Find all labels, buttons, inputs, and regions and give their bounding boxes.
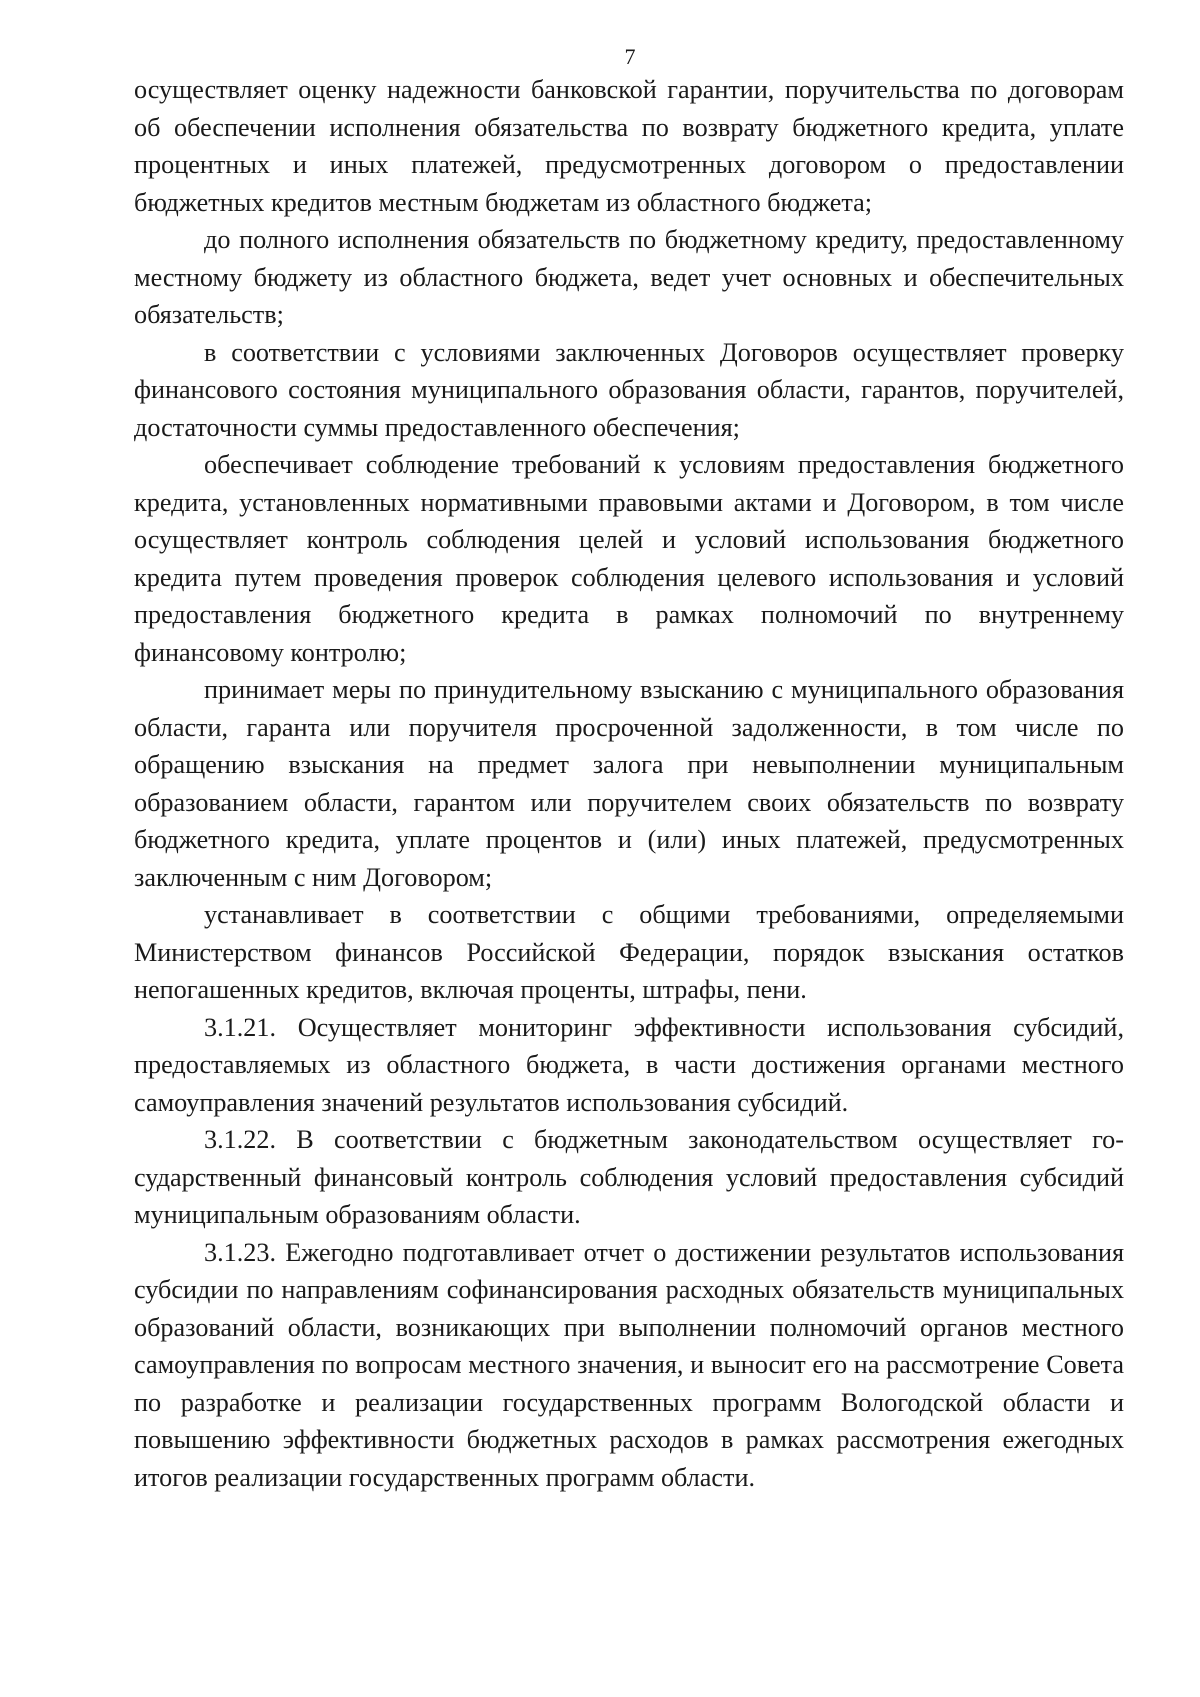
paragraph-obligations-accounting: до полного исполнения обязательств по бюджетному кредиту, предоставленному местному бюджету из областного бюджета, ведет учет основных и обеспечительных обязательств; (134, 225, 1124, 329)
document-body (134, 71, 1124, 1496)
paragraph-financial-state-check: в соответствии с условиями заключенных Договоров осуществляет проверку финансового состояния муниципального образования области, гарантов, поручителей, достаточности суммы предоставленного обеспечения; (134, 337, 1124, 442)
paragraph-debt-recovery-measures: принимает меры по принудительному взысканию с муниципального образования области, гаранта или поручителя просроченной задолженности, в том числе по обращению взыскания на предмет залога при невыполнении муниципальным образованием области, гарантом или поручителем своих обязательств по возврату бюджетного кредита, уплате процентов и (или) иных платежей, предусмотренных заключенным с ним Договором; (134, 675, 1124, 892)
paragraph-bank-guarantee-assessment: осуществляет оценку надежности банковской гарантии, поручительства по договорам об обеспечении исполнения обязательства по возврату бюджетного кредита, уплате процентных и иных платежей, предусмотренных договором о предоставлении бюджетных кредитов местным бюджетам из областного бюджета; (134, 75, 1124, 217)
paragraph-clause-3-1-21: 3.1.21. Осуществляет мониторинг эффективности использования субсидий, предоставляемых из областного бюджета, в части достижения органами местного самоуправления значений результатов использования субсидий. (134, 1012, 1124, 1117)
paragraph-credit-conditions-compliance: обеспечивает соблюдение требований к условиям предоставления бюджетного кредита, установленных нормативными правовыми актами и Договором, в том числе осуществляет контроль соблюдения целей и условий использования бюджетного кредита путем проведения проверок соблюдения целевого использования и условий предоставления бюджетного кредита в рамках полномочий по внутреннему финансовому контролю; (134, 450, 1124, 667)
paragraph-recovery-procedure: устанавливает в соответствии с общими требованиями, определяемыми Министерством финансов Российской Федерации, порядок взыскания остатков непогашенных кредитов, включая проценты, штрафы, пени. (134, 900, 1124, 1004)
page-number: 7 (624, 44, 636, 69)
paragraph-clause-3-1-22: 3.1.22. В соответствии с бюджетным законодательством осуществляет государственный финансовый контроль соблюдения условий предоставления субсидий муниципальным образованиям области. (134, 1125, 1124, 1229)
paragraph-clause-3-1-23: 3.1.23. Ежегодно подготавливает отчет о достижении результатов использования субсидии по направлениям софинансирования расходных обязательств муниципальных образований области, возникающих при выполнении полномочий органов местного самоуправления по вопросам местного значения, и выносит его на рассмотрение Совета по разработке и реализации государственных программ Вологодской области и повышению эффективности бюджетных расходов в рамках рассмотрения ежегодных итогов реализации государственных программ области. (134, 1237, 1124, 1492)
